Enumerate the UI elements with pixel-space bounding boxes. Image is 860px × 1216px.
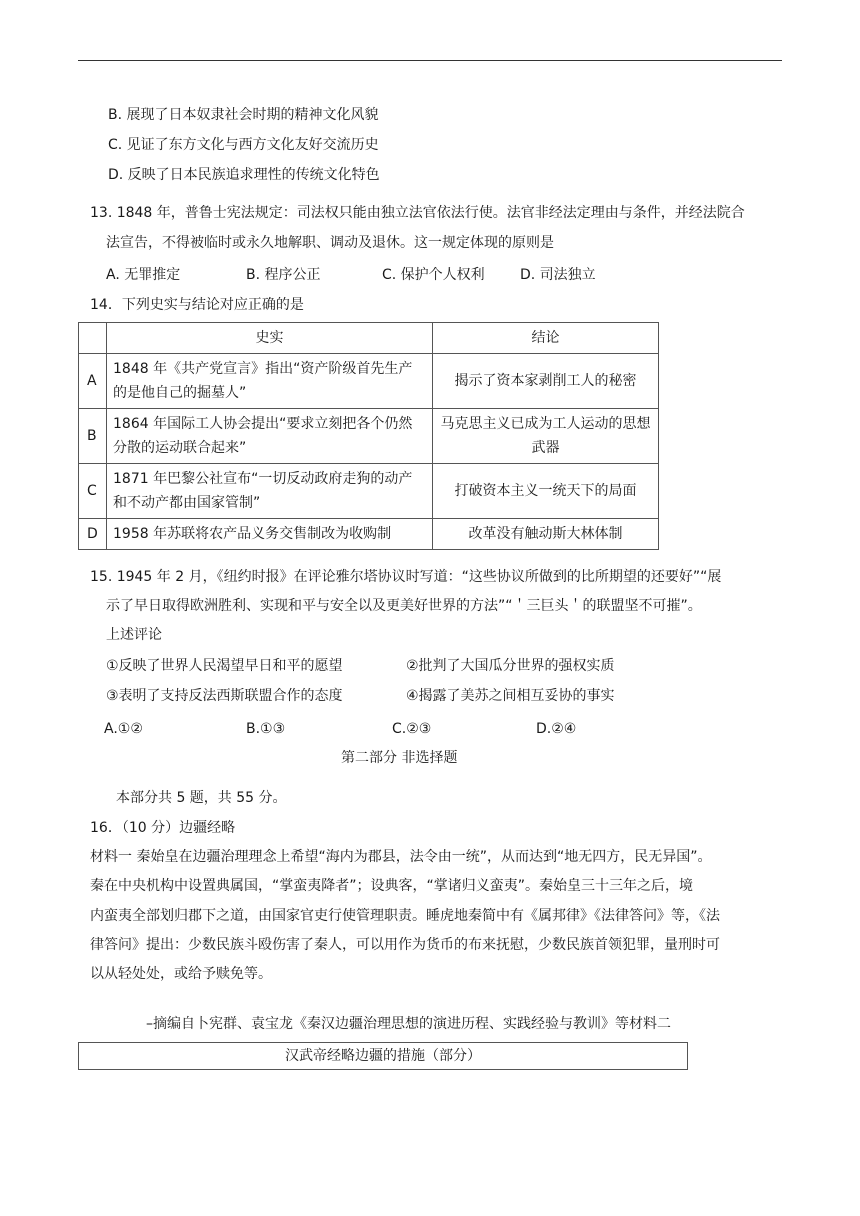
q15-stem-line1: 15. 1945 年 2 月，《纽约时报》在评论雅尔塔协议时写道：“这些协议所做到的比所期望的还要好”“展 xyxy=(90,569,722,585)
part2-intro: 本部分共 5 题，共 55 分。 xyxy=(116,790,287,806)
q16-material2-box xyxy=(78,1042,688,1070)
q16-material2-box-title: 汉武帝经略边疆的措施（部分） xyxy=(285,1048,481,1064)
header-rule xyxy=(78,60,782,61)
q16-title: 16．（10 分）边疆经略 xyxy=(90,820,236,836)
row-fact: 1958 年苏联将农产品义务交售制改为收购制 xyxy=(107,519,433,550)
header-conclusion: 结论 xyxy=(433,323,659,354)
header-fact: 史实 xyxy=(107,323,433,354)
row-label: A xyxy=(79,354,107,409)
q16-material1-line4: 律答问》提出：少数民族斗殴伤害了秦人，可以用作为货币的布来抚慰，少数民族首领犯罪，量刑时可 xyxy=(90,937,720,953)
q16-material1-line5: 以从轻处处，或给予赎免等。 xyxy=(90,966,272,982)
q15-stem-line2: 示了早日取得欧洲胜利、实现和平与安全以及更美好世界的方法”“＇三巨头＇的联盟坚不可摧”。 xyxy=(106,598,702,614)
q12-option-b[interactable]: B. 展现了日本奴隶社会时期的精神文化风貌 xyxy=(108,107,379,123)
q15-option-b[interactable]: B.①③ xyxy=(246,721,286,737)
q13-option-c[interactable]: C. 保护个人权利 xyxy=(382,267,485,283)
q15-option-d[interactable]: D.②④ xyxy=(536,721,577,737)
row-fact: 1871 年巴黎公社宣布“一切反动政府走狗的动产和不动产都由国家管制” xyxy=(107,464,433,519)
row-fact: 1864 年国际工人协会提出“要求立刻把各个仍然分散的运动联合起来” xyxy=(107,409,433,464)
q12-option-c[interactable]: C. 见证了东方文化与西方文化友好交流历史 xyxy=(108,137,379,153)
q15-stem-line3: 上述评论 xyxy=(106,627,162,643)
q15-option-c[interactable]: C.②③ xyxy=(392,721,432,737)
row-label: C xyxy=(79,464,107,519)
q16-material1-line2: 秦在中央机构中设置典属国，“掌蛮夷降者”；设典客，“掌诸归义蛮夷”。秦始皇三十三年之后，境 xyxy=(90,878,694,894)
row-conclusion: 改革没有触动斯大林体制 xyxy=(433,519,659,550)
q15-item-3: ③表明了支持反法西斯联盟合作的态度 xyxy=(106,688,343,704)
row-conclusion: 马克思主义已成为工人运动的思想武器 xyxy=(433,409,659,464)
table-row[interactable] xyxy=(79,519,659,550)
row-label: D xyxy=(79,519,107,550)
row-label: B xyxy=(79,409,107,464)
q16-source: –摘编自卜宪群、袁宝龙《秦汉边疆治理思想的演进历程、实践经验与教训》等材料二 xyxy=(146,1016,671,1032)
q13-option-b[interactable]: B. 程序公正 xyxy=(246,267,321,283)
table-header-row xyxy=(79,323,659,354)
q13-option-d[interactable]: D. 司法独立 xyxy=(520,267,596,283)
q13-option-a[interactable]: A. 无罪推定 xyxy=(106,267,181,283)
q15-item-4: ④揭露了美苏之间相互妥协的事实 xyxy=(406,688,615,704)
row-conclusion: 揭示了资本家剥削工人的秘密 xyxy=(433,354,659,409)
table-corner-cell xyxy=(79,323,107,354)
table-row[interactable] xyxy=(79,464,659,519)
row-conclusion: 打破资本主义一统天下的局面 xyxy=(433,464,659,519)
q15-option-a[interactable]: A.①② xyxy=(104,721,143,737)
table-row[interactable] xyxy=(79,354,659,409)
q13-stem-line2: 法宣告，不得被临时或永久地解职、调动及退休。这一规定体现的原则是 xyxy=(106,235,554,251)
q13-stem-line1: 13. 1848 年，普鲁士宪法规定：司法权只能由独立法官依法行使。法官非经法定理由与条件，并经法院合 xyxy=(90,205,745,221)
q14-table xyxy=(78,322,659,550)
q15-item-1: ①反映了世界人民渴望早日和平的愿望 xyxy=(106,658,343,674)
row-fact: 1848 年《共产党宣言》指出“资产阶级首先生产的是他自己的掘墓人” xyxy=(107,354,433,409)
q16-material1-line3: 内蛮夷全部划归郡下之道，由国家官吏行使管理职责。睡虎地秦简中有《属邦律》《法律答问》等，《法 xyxy=(90,908,720,924)
q12-option-d[interactable]: D. 反映了日本民族追求理性的传统文化特色 xyxy=(108,167,380,183)
table-row[interactable] xyxy=(79,409,659,464)
q14-stem: 14．下列史实与结论对应正确的是 xyxy=(90,297,304,313)
part2-title: 第二部分 非选择题 xyxy=(341,750,458,766)
q16-material1-line1: 材料一 秦始皇在边疆治理理念上希望“海内为郡县，法令由一统”，从而达到“地无四方，民无异国”。 xyxy=(90,849,712,865)
q15-item-2: ②批判了大国瓜分世界的强权实质 xyxy=(406,658,615,674)
